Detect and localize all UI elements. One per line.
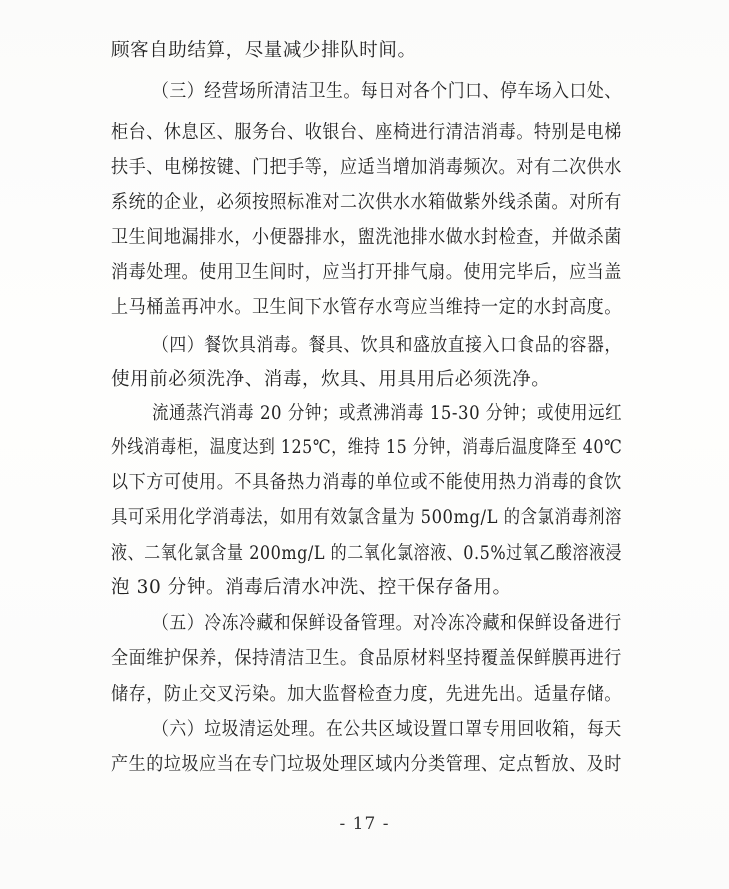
text-line: 顾客自助结算，尽量减少排队时间。 bbox=[111, 40, 417, 61]
text-line: 外线消毒柜，温度达到 125℃，维持 15 分钟，消毒后温度降至 40℃ bbox=[111, 437, 623, 458]
text-line: 使用前必须洗净、消毒，炊具、用具用后必须洗净。 bbox=[111, 369, 551, 390]
text-line: 系统的企业，必须按照标准对二次供水水箱做紫外线杀菌。对所有 bbox=[111, 192, 622, 213]
text-line: （五）冷冻冷藏和保鲜设备管理。对冷冻冷藏和保鲜设备进行 bbox=[152, 613, 622, 634]
text-line: 流通蒸汽消毒 20 分钟；或煮沸消毒 15-30 分钟；或使用远红 bbox=[152, 403, 623, 424]
text-line: 液、二氧化氯含量 200mg/L 的二氧化氯溶液、0.5%过氧乙酸溶液浸 bbox=[111, 543, 623, 564]
text-line: 产生的垃圾应当在专门垃圾处理区域内分类管理、定点暂放、及时 bbox=[111, 754, 622, 775]
text-line: 上马桶盖再冲水。卫生间下水管存水弯应当维持一定的水封高度。 bbox=[111, 297, 622, 318]
text-line: 扶手、电梯按键、门把手等，应适当增加消毒频次。对有二次供水 bbox=[111, 157, 622, 178]
text-line: 卫生间地漏排水，小便器排水，盥洗池排水做水封检查，并做杀菌 bbox=[111, 227, 622, 248]
text-line: 储存，防止交叉污染。加大监督检查力度，先进先出。适量存储。 bbox=[111, 684, 622, 705]
text-line: 柜台、休息区、服务台、收银台、座椅进行清洁消毒。特别是电梯 bbox=[111, 122, 622, 143]
text-line: 具可采用化学消毒法，如用有效氯含量为 500mg/L 的含氯消毒剂溶 bbox=[111, 507, 622, 528]
text-line: 泡 30 分钟。消毒后清水冲洗、控干保存备用。 bbox=[111, 577, 512, 598]
text-line: 以下方可使用。不具备热力消毒的单位或不能使用热力消毒的食饮 bbox=[111, 472, 622, 493]
text-line: （四）餐饮具消毒。餐具、饮具和盛放直接入口食品的容器， bbox=[152, 335, 622, 356]
text-line: 消毒处理。使用卫生间时，应当打开排气扇。使用完毕后，应当盖 bbox=[111, 262, 622, 283]
text-line: 全面维护保养，保持清洁卫生。食品原材料坚持覆盖保鲜膜再进行 bbox=[111, 648, 622, 669]
page-number: - 17 - bbox=[339, 814, 390, 834]
text-line: （三）经营场所清洁卫生。每日对各个门口、停车场入口处、 bbox=[152, 81, 622, 102]
text-line: （六）垃圾清运处理。在公共区域设置口罩专用回收箱，每天 bbox=[152, 719, 622, 740]
